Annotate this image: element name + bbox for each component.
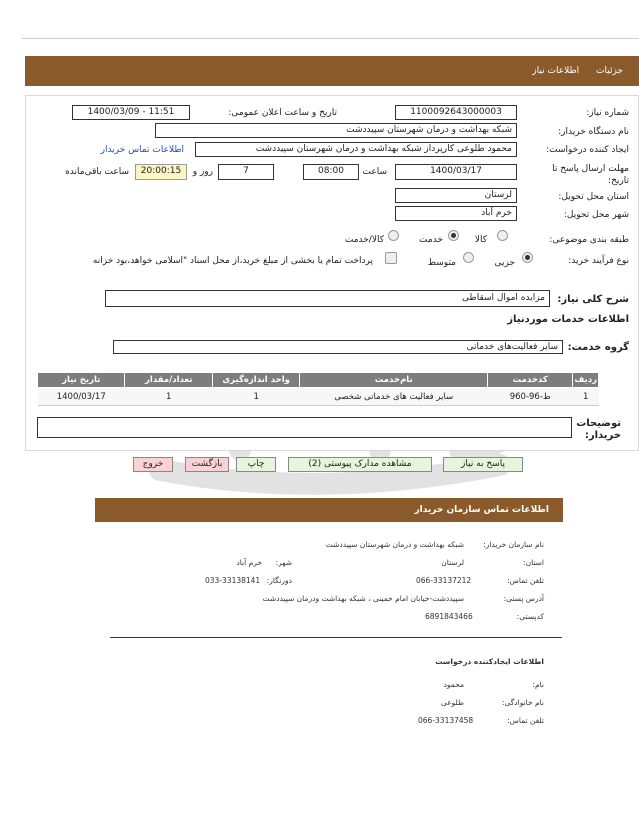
contact-divider xyxy=(110,637,562,638)
category-label: طبقه بندی موضوعی: xyxy=(549,235,629,245)
requester-first-name-label: نام: xyxy=(532,680,544,689)
col-qty: تعداد/مقدار xyxy=(125,373,212,388)
treasury-payment-note: پرداخت تمام یا بخشی از مبلغ خرید،از محل اسناد "اسلامی خواهد،بود خزانه xyxy=(92,256,373,266)
treasury-payment-checkbox[interactable] xyxy=(385,252,397,264)
process-radio-partial[interactable] xyxy=(522,252,533,263)
deadline-date-field: 1400/03/17 xyxy=(395,164,517,180)
days-label: روز و xyxy=(192,167,213,177)
buyer-label: نام دستگاه خریدار: xyxy=(558,127,629,137)
contact-phone-label: تلفن تماس: xyxy=(507,576,544,585)
org-name-value: شبکه بهداشت و درمان شهرستان سپیددشت xyxy=(325,540,464,549)
reply-button[interactable]: پاسخ به نیاز xyxy=(443,457,523,472)
contact-postal-label: کدپستی: xyxy=(516,612,544,621)
col-unit: واحد اندازه‌گیری xyxy=(212,373,299,388)
contact-postal-value: 6891843466 xyxy=(425,612,473,621)
deadline-time-label: ساعت xyxy=(362,167,387,177)
category-radio-goods[interactable] xyxy=(497,230,508,241)
contact-province-label: استان: xyxy=(523,558,544,567)
category-radio-service[interactable] xyxy=(448,230,459,241)
col-date: تاریخ نیاز xyxy=(38,373,125,388)
province-label: استان محل تحویل: xyxy=(558,192,629,202)
need-number-label: شماره نیاز: xyxy=(586,108,629,118)
col-code: کدخدمت xyxy=(488,373,573,388)
announce-datetime-field: 1400/03/09 - 11:51 xyxy=(72,105,190,120)
requester-first-name-value: محمود xyxy=(443,680,464,689)
remaining-label: ساعت باقی‌مانده xyxy=(65,167,129,177)
city-field: خرم آباد xyxy=(395,206,517,221)
cell-name: سایر فعالیت های خدماتی شخصی xyxy=(300,388,488,406)
category-option-goods: کالا xyxy=(474,235,487,245)
process-radio-medium[interactable] xyxy=(463,252,474,263)
process-label: نوع فرآیند خرید: xyxy=(568,256,629,266)
cell-date: 1400/03/17 xyxy=(38,388,125,406)
requester-section-title: اطلاعات ایجادکننده درخواست xyxy=(435,657,544,666)
top-nav-bar xyxy=(25,56,639,86)
category-option-service: خدمت xyxy=(419,235,443,245)
contact-fax-label: دورنگار: xyxy=(266,576,292,585)
service-group-field: سایر فعالیت‌های خدماتی xyxy=(113,340,563,354)
cell-unit: 1 xyxy=(212,388,299,406)
tab-details[interactable]: جزئیات xyxy=(596,66,623,76)
category-radio-goods-service[interactable] xyxy=(388,230,399,241)
org-name-label: نام سازمان خریدار: xyxy=(483,540,544,549)
contact-city-label: شهر: xyxy=(275,558,292,567)
summary-field: مزایده اموال اسقاطی xyxy=(105,290,550,307)
service-group-label: گروه خدمت: xyxy=(567,342,629,353)
process-option-partial: جزیی xyxy=(494,258,515,268)
requester-last-name-value: طلوعی xyxy=(440,698,464,707)
city-label: شهر محل تحویل: xyxy=(563,210,629,220)
exit-button[interactable]: خروج xyxy=(133,457,173,472)
category-option-goods-service: کالا/خدمت xyxy=(344,235,384,245)
col-row: ردیف xyxy=(573,373,599,388)
remaining-time-counter: 20:00:15 xyxy=(135,164,187,180)
contact-city-value: خرم آباد xyxy=(236,558,262,567)
services-section-title: اطلاعات خدمات موردنیاز xyxy=(507,314,629,325)
need-number-field: 1100092643000003 xyxy=(395,105,517,120)
table-row xyxy=(38,388,599,406)
deadline-time-field: 08:00 xyxy=(303,164,359,180)
requester-phone-value: 066-33137458 xyxy=(418,716,474,725)
header-divider xyxy=(22,38,639,39)
table-header-row xyxy=(38,373,599,388)
requester-phone-label: تلفن تماس: xyxy=(507,716,544,725)
cell-qty: 1 xyxy=(125,388,212,406)
announce-label: تاریخ و ساعت اعلان عمومی: xyxy=(228,108,337,118)
days-remaining-field: 7 xyxy=(218,164,274,180)
buyer-notes-field xyxy=(37,417,572,438)
col-name: نام‌خدمت xyxy=(300,373,488,388)
buyer-contact-link[interactable]: اطلاعات تماس خریدار xyxy=(100,145,184,155)
contact-fax-value: 033-33138141 xyxy=(205,576,261,585)
view-attachments-button[interactable]: مشاهده مدارک پیوستی (2) xyxy=(288,457,432,472)
process-option-medium: متوسط xyxy=(427,258,456,268)
back-button[interactable]: بازگشت xyxy=(185,457,229,472)
creator-label: ایجاد کننده درخواست: xyxy=(546,145,629,155)
contact-phone-value: 066-33137212 xyxy=(416,576,472,585)
contact-section-header: اطلاعات تماس سازمان خریدار xyxy=(95,498,563,522)
requester-last-name-label: نام خانوادگی: xyxy=(501,698,544,707)
cell-row: 1 xyxy=(573,388,599,406)
creator-field: محمود طلوعی کارپرداز شبکه بهداشت و درمان شهرستان سپیددشت xyxy=(195,142,517,157)
buyer-notes-label: توضیحات خریدار: xyxy=(576,418,621,441)
summary-label: شرح کلی نیاز: xyxy=(557,294,629,305)
print-button[interactable]: چاپ xyxy=(236,457,276,472)
deadline-label: مهلت ارسال پاسخ تا تاریخ: xyxy=(552,164,629,186)
services-table xyxy=(37,372,599,406)
cell-code: ط-96-960 xyxy=(488,388,573,406)
buyer-org-field: شبکه بهداشت و درمان شهرستان سپیددشت xyxy=(155,123,517,138)
province-field: لرستان xyxy=(395,188,517,203)
contact-province-value: لرستان xyxy=(441,558,464,567)
tab-need-info[interactable]: اطلاعات نیاز xyxy=(532,66,580,76)
contact-address-label: آدرس پستی: xyxy=(503,594,544,603)
contact-address-value: سپیددشت-خیابان امام خمینی ، شبکه بهداشت ودرمان سپیددشت xyxy=(262,594,464,603)
